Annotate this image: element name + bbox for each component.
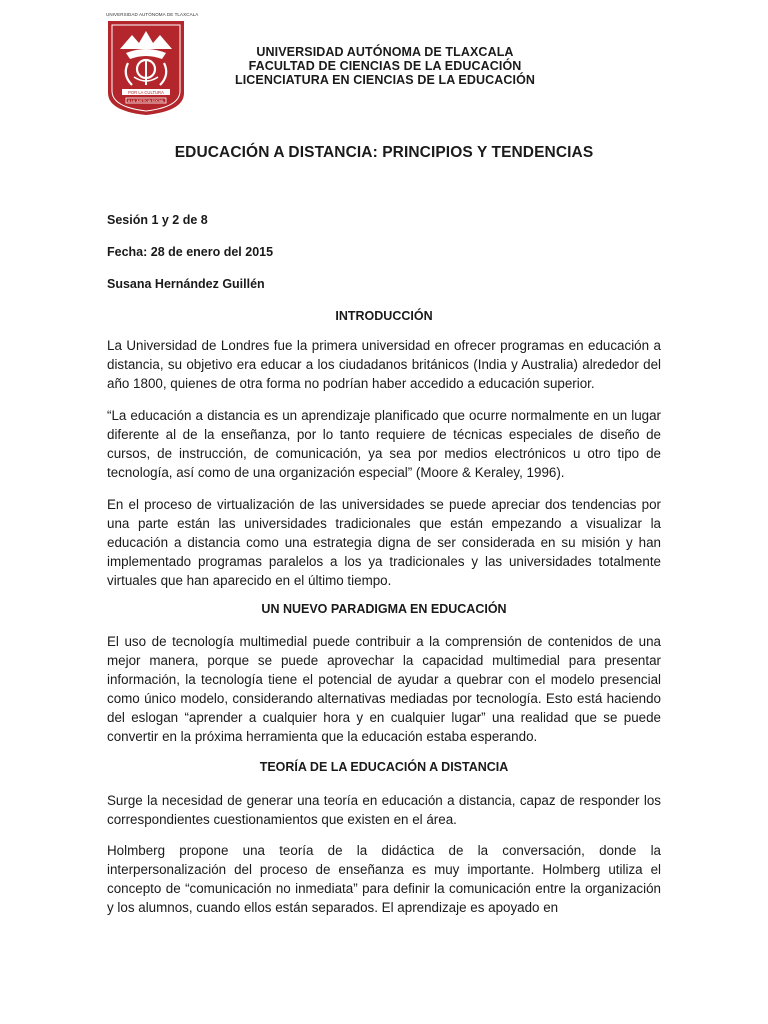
paragraph-teoria-2: Holmberg propone una teoría de la didáctica de la conversación, donde la interpersonalización del proceso de enseñanza es muy importante. Holmberg utiliza el concepto de “comunicación no inmediata” para definir la comunicación entre la organización y los alumnos, cuando ellos están separados. El aprendizaje es apoyado en <box>107 843 661 915</box>
university-logo <box>106 12 199 116</box>
author-label: Susana Hernández Guillén <box>107 277 265 291</box>
institution-header <box>200 45 570 87</box>
header-line-faculty: FACULTAD DE CIENCIAS DE LA EDUCACIÓN <box>248 59 522 73</box>
header-line-degree: LICENCIATURA EN CIENCIAS DE LA EDUCACIÓN <box>234 73 536 87</box>
date-label: Fecha: 28 de enero del 2015 <box>107 245 274 259</box>
logo-motto-2: A LA JUSTICIA SOCIAL <box>127 99 165 103</box>
heading-introduccion: INTRODUCCIÓN <box>335 309 433 323</box>
paragraph-intro-2: “La educación a distancia es un aprendizaje planificado que ocurre normalmente en un lugar diferente al de la enseñanza, por lo tanto requiere de técnicas especiales de diseño de cursos, de instrucción, de comunicación, ya sea por medios electrónicos u otro tipo de tecnología, así como de una organización especial” (Moore & Keraley, 1996). <box>107 408 661 480</box>
university-shield-icon <box>106 19 186 116</box>
paragraph-intro-1: La Universidad de Londres fue la primera universidad en ofrecer programas en educación a distancia, su objetivo era educar a los ciudadanos británicos (India y Australia) alrededor del año 1800, quienes de otra forma no podrían haber accedido a educación superior. <box>107 338 661 391</box>
session-label: Sesión 1 y 2 de 8 <box>107 213 208 227</box>
header-line-university: UNIVERSIDAD AUTÓNOMA DE TLAXCALA <box>256 45 514 59</box>
paragraph-teoria-1: Surge la necesidad de generar una teoría en educación a distancia, capaz de responder los correspondientes cuestionamientos que existen en el área. <box>107 793 661 827</box>
paragraph-intro-3: En el proceso de virtualización de las universidades se puede apreciar dos tendencias por una parte están las universidades tradicionales que están empezando a visualizar la educación a distancia como una estrategia digna de ser considerada en su misión y han implementado programas paralelos a los ya tradicionales y las universidades totalmente virtuales que han aparecido en el último tiempo. <box>107 497 661 588</box>
paragraph-paradigma-1: El uso de tecnología multimedial puede contribuir a la comprensión de contenidos de una mejor manera, porque se puede aprovechar la capacidad multimedial para presentar información, la tecnología tiene el potencial de ayudar a quebrar con el modelo presencial como único modelo, considerando alternativas mediadas por tecnología. Esto está haciendo del eslogan “aprender a cualquier hora y en cualquier lugar” una realidad que se puede convertir en la próxima herramienta que la educación estaba esperando. <box>107 634 661 744</box>
logo-motto: POR LA CULTURA <box>128 89 164 95</box>
heading-teoria: TEORÍA DE LA EDUCACIÓN A DISTANCIA <box>259 760 509 774</box>
logo-top-text: UNIVERSIDAD AUTÓNOMA DE TLAXCALA <box>106 12 199 17</box>
document-title: EDUCACIÓN A DISTANCIA: PRINCIPIOS Y TENDENCIAS <box>174 144 594 161</box>
heading-paradigma: UN NUEVO PARADIGMA EN EDUCACIÓN <box>261 602 507 616</box>
